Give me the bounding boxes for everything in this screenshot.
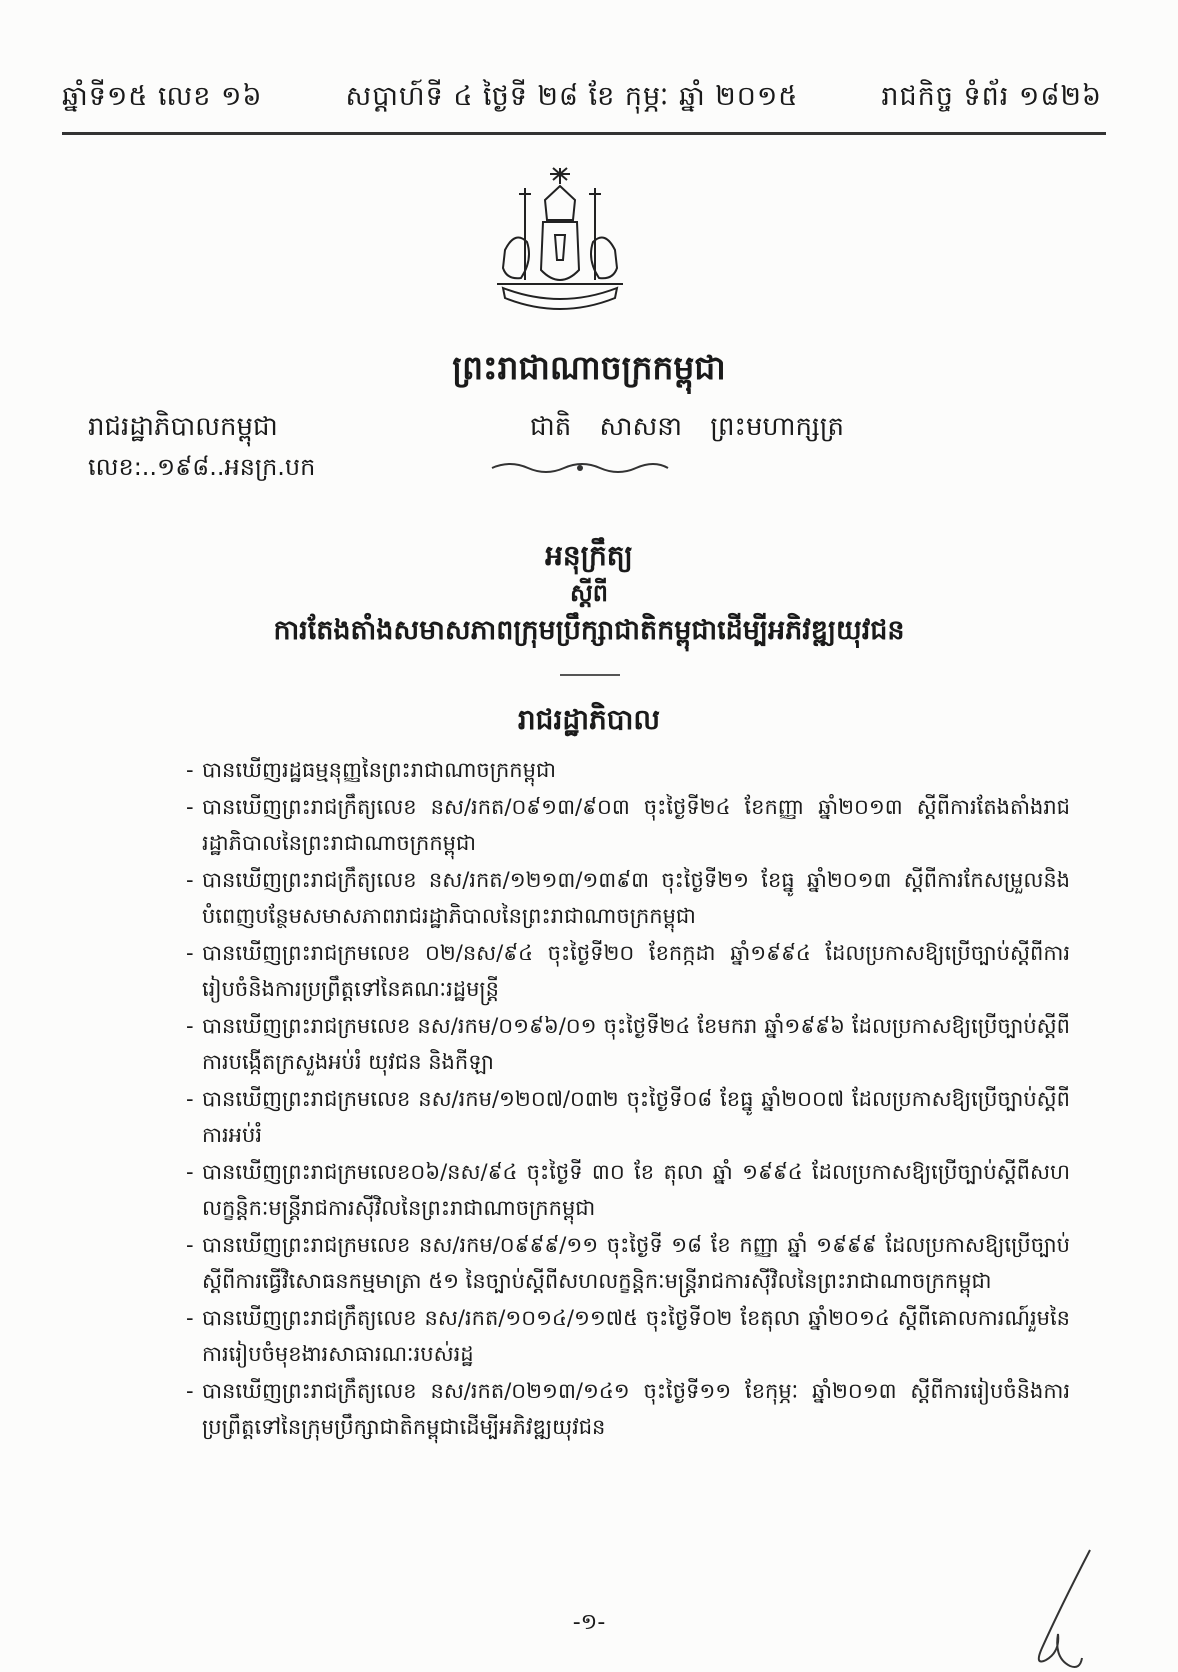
national-motto: ជាតិ សាសនា ព្រះមហាក្សត្រ	[530, 412, 844, 442]
issuing-authority: រាជរដ្ឋាភិបាលកម្ពុជា	[88, 412, 278, 442]
preamble-item: - បានឃើញព្រះរាជក្រមលេខ នស/រកម/០៩៩៩/១១ ចុះថ្ងៃទី ១៨ ខែ កញ្ញា ឆ្នាំ ១៩៩៩ ដែលប្រកាសឱ្យប្រើច្បាប់ស្ដីពីការធ្វើវិសោធនកម្មមាត្រា ៥១ នៃច្បាប់ស្ដីពីសហលក្ខន្តិកៈមន្ត្រីរាជការស៊ីវិលនៃព្រះរាជាណាចក្រកម្ពុជា	[186, 1227, 1070, 1299]
preamble-item: - បានឃើញព្រះរាជក្រមលេខ ០២/នស/៩៤ ចុះថ្ងៃទី២០ ខែកក្កដា ឆ្នាំ១៩៩៤ ដែលប្រកាសឱ្យប្រើច្បាប់ស្ដីពីការរៀបចំនិងការប្រព្រឹត្តទៅនៃគណៈរដ្ឋមន្ត្រី	[186, 935, 1070, 1007]
gazette-page-ref: រាជកិច្ច ទំព័រ ១៨២៦	[881, 81, 1102, 112]
gazette-issue: ឆ្នាំទី១៥ លេខ ១៦	[62, 81, 263, 112]
gazette-header	[62, 80, 1102, 119]
header-rule	[62, 132, 1106, 135]
preamble-list	[186, 752, 1070, 1446]
document-type: អនុក្រឹត្យ	[545, 539, 633, 572]
preamble-item: - បានឃើញព្រះរាជក្រឹត្យលេខ នស/រកត/១២១៣/១៣៩៣ ចុះថ្ងៃទី២១ ខែធ្នូ ឆ្នាំ២០១៣ ស្ដីពីការកែសម្រួលនិងបំពេញបន្ថែមសមាសភាពរាជរដ្ឋាភិបាលនៃព្រះរាជាណាចក្រកម្ពុជា	[186, 862, 1070, 934]
handwritten-signature	[1020, 1548, 1110, 1672]
preamble-item: - បានឃើញព្រះរាជក្រមលេខ០៦/នស/៩៤ ចុះថ្ងៃទី ៣០ ខែ តុលា ឆ្នាំ ១៩៩៤ ដែលប្រកាសឱ្យប្រើច្បាប់ស្ដីពីសហលក្ខន្តិកៈមន្ត្រីរាជការស៊ីវិលនៃព្រះរាជាណាចក្រកម្ពុជា	[186, 1154, 1070, 1226]
preamble-item: - បានឃើញព្រះរាជក្រឹត្យលេខ នស/រកត/០៩១៣/៩០៣ ចុះថ្ងៃទី២៤ ខែកញ្ញា ឆ្នាំ២០១៣ ស្ដីពីការតែងតាំងរាជរដ្ឋាភិបាលនៃព្រះរាជាណាចក្រកម្ពុជា	[186, 789, 1070, 861]
preamble-item: - បានឃើញរដ្ឋធម្មនុញ្ញនៃព្រះរាជាណាចក្រកម្ពុជា	[186, 752, 1070, 788]
preamble-item: - បានឃើញព្រះរាជក្រឹត្យលេខ នស/រកត/១០១៤/១១៧៥ ចុះថ្ងៃទី០២ ខែតុលា ឆ្នាំ២០១៤ ស្ដីពីគោលការណ៍រួមនៃការរៀបចំមុខងារសាធារណៈរបស់រដ្ឋ	[186, 1300, 1070, 1372]
document-about: ស្ដីពី	[569, 579, 609, 607]
gazette-date: សប្ដាហ៍ទី ៤ ថ្ងៃទី ២៨ ខែ កុម្ភៈ ឆ្នាំ ២០១៥	[345, 81, 799, 112]
title-separator	[560, 674, 620, 676]
preamble-item: - បានឃើញព្រះរាជក្រមលេខ នស/រកម/១២០៧/០៣២ ចុះថ្ងៃទី០៨ ខែធ្នូ ឆ្នាំ២០០៧ ដែលប្រកាសឱ្យប្រើច្បាប់ស្ដីពីការអប់រំ	[186, 1081, 1070, 1153]
page-number: -១-	[572, 1610, 606, 1635]
document-subject: ការតែងតាំងសមាសភាពក្រុមប្រឹក្សាជាតិកម្ពុជាដើម្បីអភិវឌ្ឍយុវជន	[273, 615, 905, 646]
preamble-item: - បានឃើញព្រះរាជក្រឹត្យលេខ នស/រកត/០២១៣/១៤១ ចុះថ្ងៃទី១១ ខែកុម្ភៈ ឆ្នាំ២០១៣ ស្ដីពីការរៀបចំនិងការប្រព្រឹត្តទៅនៃក្រុមប្រឹក្សាជាតិកម្ពុជាដើម្បីអភិវឌ្ឍយុវជន	[186, 1373, 1070, 1445]
document-number: លេខ:..១៩៨..អនក្រ.បក	[88, 453, 316, 481]
royal-arms-emblem	[485, 160, 635, 330]
ornament-divider	[490, 460, 670, 476]
body-heading: រាជរដ្ឋាភិបាល	[517, 703, 661, 736]
preamble-item: - បានឃើញព្រះរាជក្រមលេខ នស/រកម/០១៩៦/០១ ចុះថ្ងៃទី២៤ ខែមករា ឆ្នាំ១៩៩៦ ដែលប្រកាសឱ្យប្រើច្បាប់ស្ដីពីការបង្កើតក្រសួងអប់រំ យុវជន និងកីឡា	[186, 1008, 1070, 1080]
kingdom-title: ព្រះរាជាណាចក្រកម្ពុជា	[452, 348, 726, 387]
